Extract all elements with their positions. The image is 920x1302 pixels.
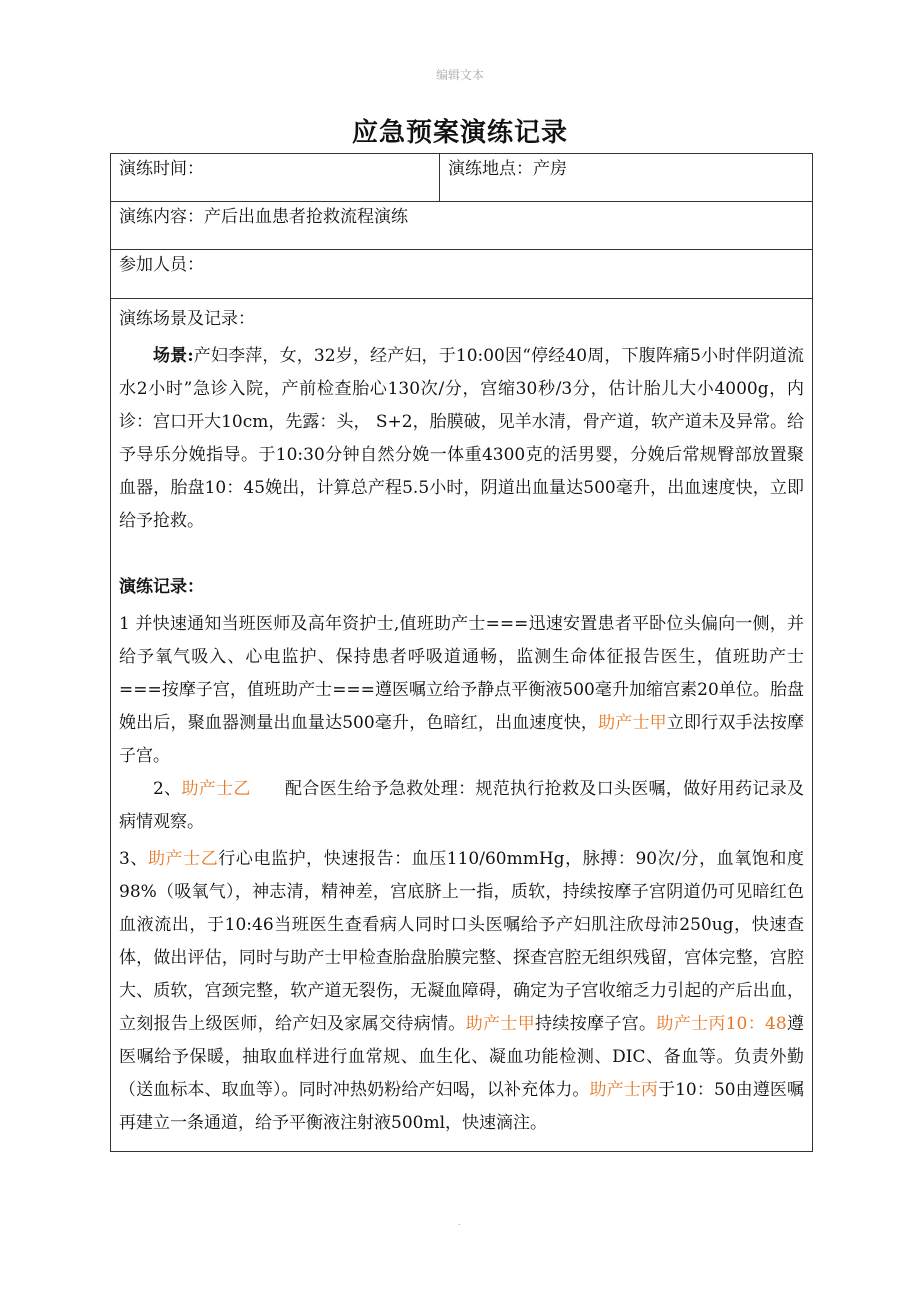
- scene-text: 产妇李萍，女，32岁，经产妇，于10:00因“停经40周，下腹阵痛5小时伴阴道流水2小时”急诊入院，产前检查胎心130次/分，宫缩30秒/3分，估计胎儿大小4000g，内诊：宫口开大10cm，先露：头， S+2，胎膜破，见羊水清，骨产道，软产道未及异常。给予导乐分娩指导。于10:30分钟自然分娩一体重4300克的活男婴，分娩后常规臀部放置聚血器，胎盘10：45娩出，计算总产程5.5小时，阴道出血量达500毫升，出血速度快，立即给予抢救。: [119, 346, 804, 531]
- record-p3-highlight-2: 助产士甲: [465, 1014, 536, 1034]
- scene-record-heading: 演练场景及记录：: [119, 309, 255, 329]
- drill-content-field: 演练内容：产后出血患者抢救流程演练: [119, 207, 408, 227]
- document-title: 应急预案演练记录: [351, 118, 568, 148]
- record-p2-prefix: 2、: [153, 779, 182, 799]
- scene-label: 场景:: [153, 346, 194, 366]
- record-p3-highlight-3: 助产士丙10：48: [656, 1014, 787, 1034]
- table-row-scene-record: [111, 299, 812, 1151]
- record-p1-highlight: 助产士甲: [598, 713, 667, 733]
- drill-record-table: [110, 153, 813, 1152]
- record-paragraph-1: [119, 608, 804, 773]
- record-p3-text-2: 持续按摩子宫。: [535, 1014, 657, 1034]
- record-p3-text-3: 遵医嘱给予保暖，抽取血样进行血常规、血生化、凝血功能检测、DIC、备血等。负责外勤（送血标本、取血等）。同时冲热奶粉给产妇喝，以补充体力。: [119, 1014, 805, 1100]
- table-row-participants: [111, 250, 812, 299]
- record-p2-text: 配合医生给予急救处理：规范执行抢救及口头医嘱，做好用药记录及病情观察。: [119, 779, 805, 832]
- footer-mark: .: [458, 1218, 461, 1227]
- table-row-time-location: [111, 154, 812, 202]
- record-heading: 演练记录：: [119, 577, 204, 597]
- record-p2-highlight: 助产士乙: [181, 779, 251, 799]
- record-p3-text-1: 行心电监护，快速报告：血压110/60mmHg，脉搏：90次/分，血氧饱和度98%（吸氧气），神志清，精神差，宫底脐上一指，质软，持续按摩子宫阴道仍可见暗红色血液流出，于10:46当班医生查看病人同时口头医嘱给予产妇肌注欣母沛250ug，快速查体，做出评估，同时与助产士甲检查胎盘胎膜完整、探查宫腔无组织残留，宫体完整，宫腔大、质软，宫颈完整，软产道无裂伤，无凝血障碍，确定为子宫收缩乏力引起的产后出血，立刻报告上级医师，给产妇及家属交待病情。: [119, 849, 804, 1034]
- record-paragraph-2: [119, 773, 804, 839]
- header-watermark-note: 编辑文本: [435, 68, 484, 82]
- record-p1-tail: 立即行双手法按摩子宫。: [119, 713, 805, 766]
- scene-record-cell: [111, 299, 812, 1151]
- record-p1-text: 1 并快速通知当班医师及高年资护士,值班助产士===迅速安置患者平卧位头偏向一侧，并给予氧气吸入、心电监护、保持患者呼吸道通畅，监测生命体征报告医生，值班助产士===按摩子宫，值班助产士===遵医嘱立给予静点平衡液500毫升加缩宫素20单位。胎盘娩出后，聚血器测量出血量达500毫升，色暗红，出血速度快，: [119, 614, 804, 733]
- drill-time-field: 演练时间：: [111, 154, 440, 201]
- scene-paragraph: [119, 340, 804, 538]
- record-p3-highlight-4: 助产士丙: [589, 1080, 658, 1100]
- participants-field: 参加人员：: [119, 255, 204, 275]
- record-p3-prefix: 3、: [119, 849, 148, 869]
- record-p3-text-4: 于10：50由遵医嘱再建立一条通道，给予平衡液注射液500ml，快速滴注。: [119, 1080, 805, 1133]
- table-row-content: [111, 202, 812, 250]
- record-paragraph-3: [119, 843, 804, 1140]
- drill-location-field: 演练地点：产房: [448, 159, 567, 179]
- record-p3-highlight-1: 助产士乙: [147, 849, 219, 869]
